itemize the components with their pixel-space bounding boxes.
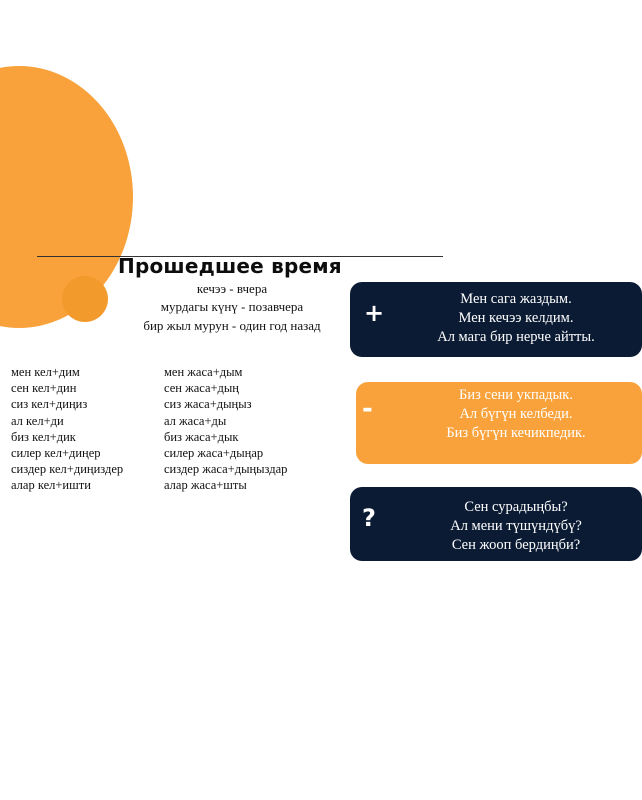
conjugation-row: мен кел+дим bbox=[11, 365, 80, 379]
page-title: Прошедшее время bbox=[118, 254, 342, 278]
example-sentence: Биз бүгүн кечикпедик. bbox=[446, 425, 586, 441]
example-sentence: Мен сага жаздым. bbox=[460, 291, 572, 307]
example-sentence: Сен сурадыңбы? bbox=[464, 499, 568, 515]
conjugation-row: силер кел+диңер bbox=[11, 446, 101, 461]
conjugation-row: биз кел+дик bbox=[11, 429, 76, 444]
subtitle-day-before: мурдагы күнү - позавчера bbox=[160, 299, 304, 314]
conjugation-column-kel bbox=[11, 364, 123, 494]
conjugation-row: алар кел+ишти bbox=[11, 478, 91, 493]
conjugation-row: сен жаса+дың bbox=[164, 381, 239, 396]
positive-examples-card bbox=[350, 282, 642, 357]
example-sentence: Сен жооп бердиңби? bbox=[451, 537, 581, 553]
question-examples-card bbox=[350, 487, 642, 561]
example-sentence: Ал мени түшүндүбү? bbox=[450, 518, 582, 534]
conjugation-row: силер жаса+дыңар bbox=[164, 446, 264, 461]
conjugation-row: алар жаса+шты bbox=[164, 478, 247, 493]
conjugation-row: мен жаса+дым bbox=[164, 365, 243, 379]
conjugation-row: ал жаса+ды bbox=[164, 413, 227, 428]
plus-icon: + bbox=[364, 299, 385, 327]
conjugation-row: биз жаса+дык bbox=[164, 429, 239, 444]
conjugation-column-jasa bbox=[164, 364, 287, 494]
conjugation-row: сен кел+дин bbox=[11, 381, 77, 396]
negative-examples-card bbox=[356, 382, 642, 464]
minus-icon: - bbox=[362, 394, 373, 424]
example-sentence: Ал бүгүн келбеди. bbox=[459, 406, 573, 422]
decorative-circle-small bbox=[62, 276, 108, 322]
conjugation-row: сиздер жаса+дыңыздар bbox=[164, 462, 288, 477]
example-sentence: Мен кечээ келдим. bbox=[458, 310, 574, 326]
conjugation-row: сиз жаса+дыңыз bbox=[164, 397, 252, 412]
question-mark-icon: ? bbox=[362, 504, 376, 532]
example-sentence: Биз сени укпадык. bbox=[459, 387, 573, 403]
conjugation-row: сиз кел+диңиз bbox=[11, 397, 88, 412]
subtitle-yesterday: кечээ - вчера bbox=[196, 281, 268, 296]
conjugation-row: ал кел+ди bbox=[11, 413, 64, 428]
conjugation-row: сиздер кел+диңиздер bbox=[11, 462, 124, 477]
example-sentence: Ал мага бир нерче айтты. bbox=[437, 329, 595, 345]
subtitle-year-ago: бир жыл мурун - один год назад bbox=[143, 318, 321, 333]
